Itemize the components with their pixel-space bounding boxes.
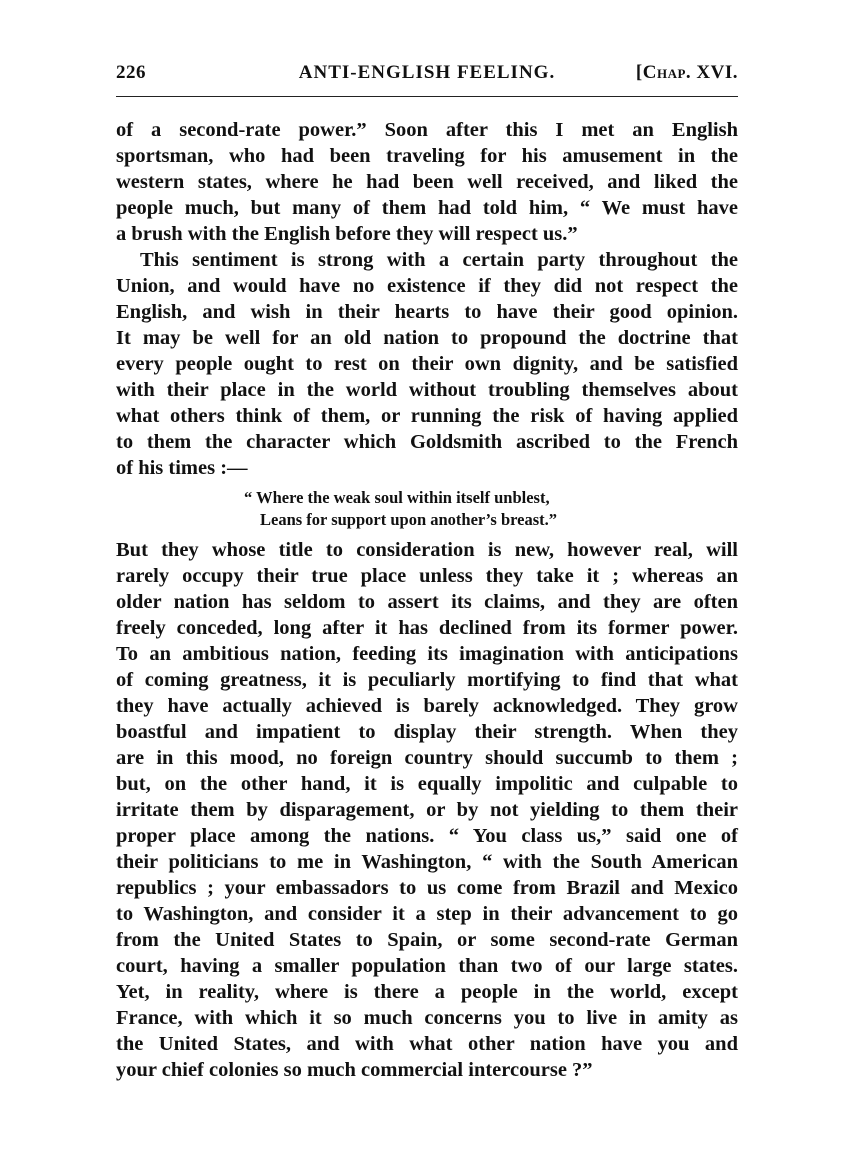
text-line: every people ought to rest on their own dignity, and be satisfied bbox=[116, 353, 738, 375]
text-line: France, with which it so much concerns you to live in amity as bbox=[116, 1007, 738, 1029]
text-line: English, and wish in their hearts to have their good opinion. bbox=[116, 301, 738, 323]
text-line: what others think of them, or running the risk of having applied bbox=[116, 405, 738, 427]
text-line: they have actually achieved is barely acknowledged. They grow bbox=[116, 695, 738, 717]
text-line: sportsman, who had been traveling for his amusement in the bbox=[116, 145, 738, 167]
chapter-label: [Chap. XVI. bbox=[635, 62, 738, 83]
text-line: boastful and impatient to display their strength. When they bbox=[116, 721, 738, 743]
text-line: proper place among the nations. “ You class us,” said one of bbox=[116, 825, 738, 847]
page-number: 226 bbox=[116, 62, 146, 83]
book-page bbox=[116, 62, 738, 1083]
text-line: of his times :— bbox=[116, 457, 248, 479]
text-line: But they whose title to consideration is new, however real, will bbox=[116, 539, 738, 561]
text-line: a brush with the English before they will respect us.” bbox=[116, 223, 578, 245]
paragraph-1 bbox=[116, 117, 738, 247]
text-line: people much, but many of them had told him, “ We must have bbox=[116, 197, 738, 219]
verse-line: Leans for support upon another’s breast.” bbox=[260, 510, 558, 529]
running-head bbox=[116, 62, 738, 92]
text-line: of a second-rate power.” Soon after this I met an English bbox=[116, 119, 738, 141]
text-line: irritate them by disparagement, or by not yielding to them their bbox=[116, 799, 738, 821]
text-line: with their place in the world without troubling themselves about bbox=[116, 379, 738, 401]
text-line: to Washington, and consider it a step in their advancement to go bbox=[116, 903, 738, 925]
running-title: ANTI-ENGLISH FEELING. bbox=[298, 62, 556, 83]
text-line: rarely occupy their true place unless they take it ; whereas an bbox=[116, 565, 738, 587]
text-line: freely conceded, long after it has declined from its former power. bbox=[116, 617, 738, 639]
text-line: Yet, in reality, where is there a people in the world, except bbox=[116, 981, 738, 1003]
verse-line: “ Where the weak soul within itself unblest, bbox=[244, 488, 550, 507]
text-line: the United States, and with what other nation have you and bbox=[116, 1033, 738, 1055]
text-line: It may be well for an old nation to propound the doctrine that bbox=[116, 327, 738, 349]
header-rule bbox=[116, 96, 738, 97]
text-line: are in this mood, no foreign country should succumb to them ; bbox=[116, 747, 738, 769]
text-line: western states, where he had been well received, and liked the bbox=[116, 171, 738, 193]
text-line: To an ambitious nation, feeding its imagination with anticipations bbox=[116, 643, 738, 665]
text-line: your chief colonies so much commercial intercourse ?” bbox=[116, 1059, 593, 1081]
text-line: older nation has seldom to assert its claims, and they are often bbox=[116, 591, 738, 613]
text-line: from the United States to Spain, or some second-rate German bbox=[116, 929, 738, 951]
verse-quotation bbox=[116, 487, 738, 531]
paragraph-3 bbox=[116, 537, 738, 1083]
text-line: court, having a smaller population than two of our large states. bbox=[116, 955, 738, 977]
text-line: This sentiment is strong with a certain party throughout the bbox=[140, 249, 738, 271]
text-line: Union, and would have no existence if they did not respect the bbox=[116, 275, 738, 297]
text-line: of coming greatness, it is peculiarly mortifying to find that what bbox=[116, 669, 738, 691]
text-line: their politicians to me in Washington, “ with the South American bbox=[116, 851, 738, 873]
text-line: but, on the other hand, it is equally impolitic and culpable to bbox=[116, 773, 738, 795]
text-line: republics ; your embassadors to us come from Brazil and Mexico bbox=[116, 877, 738, 899]
text-line: to them the character which Goldsmith ascribed to the French bbox=[116, 431, 738, 453]
paragraph-2 bbox=[116, 247, 738, 481]
